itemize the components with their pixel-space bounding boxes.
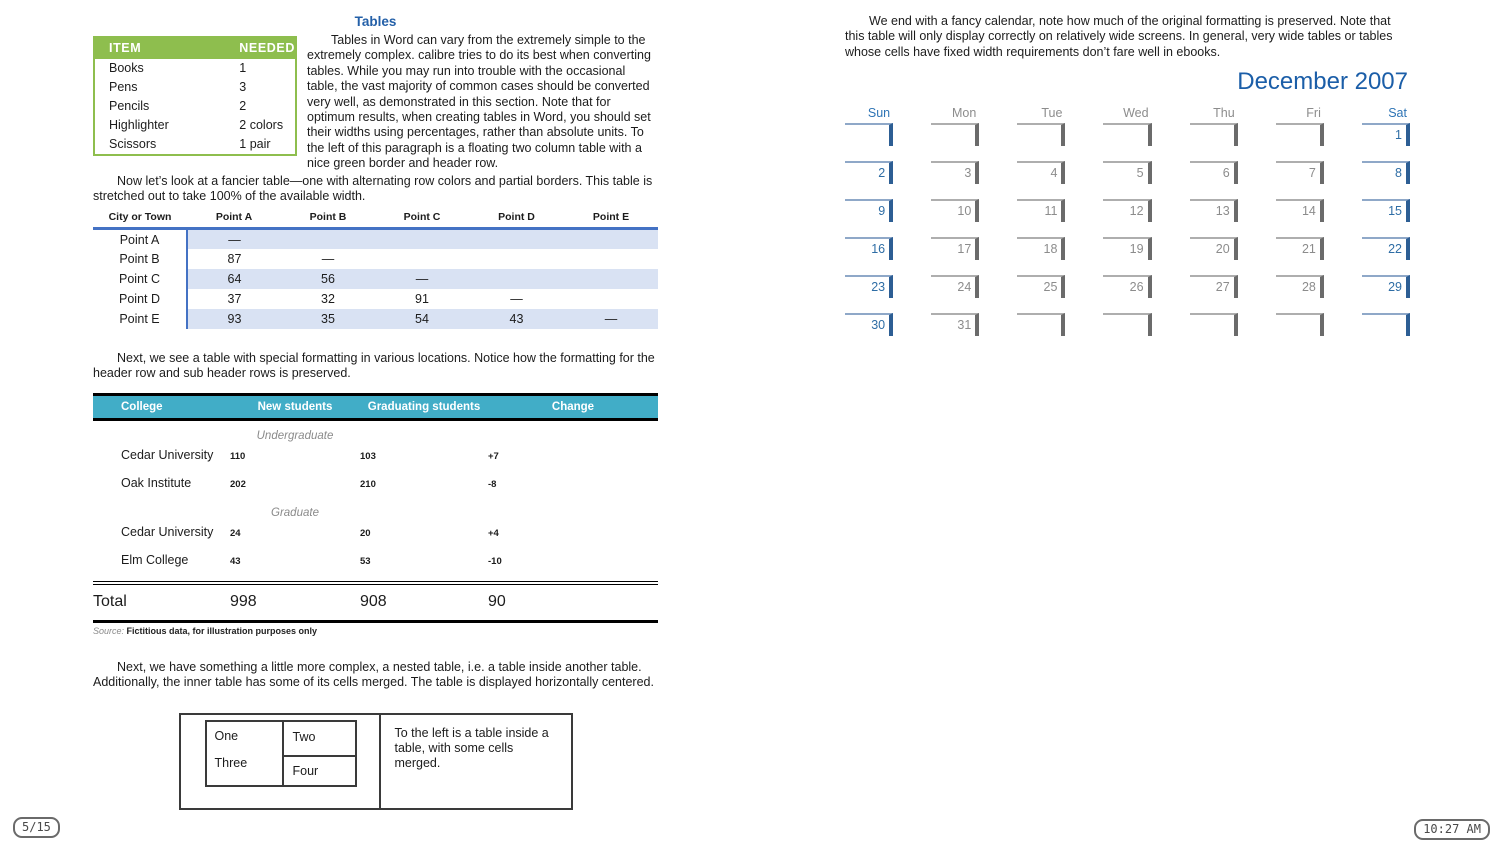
table-cell: Three xyxy=(214,755,248,770)
column-header: Graduating students xyxy=(367,400,481,413)
table-cell xyxy=(564,249,658,269)
day-header-tue: Tue xyxy=(1041,106,1063,121)
calendar-day-cell: 31 xyxy=(931,313,979,336)
row-header-cell: Point C xyxy=(119,271,160,286)
table-cell: -10 xyxy=(488,555,502,567)
calendar-day-cell: 29 xyxy=(1362,275,1410,298)
calendar-day-cell: 1 xyxy=(1362,123,1410,146)
day-header-thu: Thu xyxy=(1213,106,1235,121)
row-header-cell: Point B xyxy=(119,251,160,266)
table-cell: One xyxy=(214,728,239,743)
calendar-day-header-row xyxy=(845,106,1410,120)
column-header: Change xyxy=(551,400,595,413)
table-cell: 35 xyxy=(281,309,375,329)
row-header-cell: Point E xyxy=(119,311,160,326)
table-cell: Cedar University xyxy=(121,447,214,462)
calendar-day-cell xyxy=(1103,123,1151,146)
table-row xyxy=(94,59,296,78)
table-cell: 43 xyxy=(469,309,564,329)
table-cell: 2 colors xyxy=(239,118,284,132)
calendar-title: December 2007 xyxy=(1237,68,1408,96)
calendar-day-cell: 4 xyxy=(1017,161,1065,184)
table-cell: 24 xyxy=(230,527,241,539)
table-source-note xyxy=(93,623,658,636)
table-cell: — xyxy=(510,291,523,306)
calendar-day-cell xyxy=(1017,313,1065,336)
column-header: ITEM xyxy=(94,37,225,59)
calendar-day-cell: 23 xyxy=(845,275,893,298)
calendar-day-cell: 25 xyxy=(1017,275,1065,298)
table-cell xyxy=(469,249,564,269)
subheader-row xyxy=(93,507,658,519)
table-row xyxy=(93,269,658,289)
column-header: Point A xyxy=(187,209,281,229)
table-cell: 210 xyxy=(360,478,376,490)
table-cell: 908 xyxy=(360,592,387,610)
table-cell: 91 xyxy=(415,291,429,306)
column-header: New students xyxy=(257,400,333,413)
calendar-day-cell: 7 xyxy=(1276,161,1324,184)
table-cell xyxy=(281,229,375,249)
calendar-day-cell xyxy=(1190,313,1238,336)
day-header-sat: Sat xyxy=(1388,106,1407,121)
table-cell: Cedar University xyxy=(121,524,214,539)
calendar-day-cell xyxy=(1103,313,1151,336)
column-header: NEEDED xyxy=(225,37,296,59)
table-row xyxy=(94,116,296,135)
table-cell: Oak Institute xyxy=(121,475,192,490)
calendar-day-cell: 22 xyxy=(1362,237,1410,260)
right-page xyxy=(845,14,1410,336)
table-row xyxy=(93,470,658,498)
calendar-day-cell: 27 xyxy=(1190,275,1238,298)
table-header-row xyxy=(93,209,658,229)
table-row xyxy=(93,442,658,470)
table-row xyxy=(93,289,658,309)
table-cell: Total xyxy=(93,592,127,610)
table-cell xyxy=(469,229,564,249)
table-header-row xyxy=(93,393,658,421)
table-cell: 998 xyxy=(230,592,257,610)
total-row xyxy=(93,581,658,623)
table-cell: Highlighter xyxy=(109,118,169,132)
calendar-day-cell: 24 xyxy=(931,275,979,298)
paragraph-intro: Tables in Word can vary from the extremely simple to the extremely complex. calibre tries to do its best when converting tables. While you may run into trouble with the occasional table, the vast majority of common cases should be converted very well, as demonstrated in this section. Note that for optimum results, when creating tables in Word, you should set their widths using percentages, rather than absolute units. To the left of this paragraph is a floating two column table with a nice green border and header row. xyxy=(307,33,651,171)
table-cell: — xyxy=(187,229,281,249)
table-cell: +4 xyxy=(488,527,499,539)
table-row xyxy=(94,97,296,116)
calendar-day-cell: 12 xyxy=(1103,199,1151,222)
calendar-day-cell: 5 xyxy=(1103,161,1151,184)
table-cell xyxy=(564,229,658,249)
calendar-day-cell: 17 xyxy=(931,237,979,260)
table-cell: Elm College xyxy=(121,552,189,567)
left-page xyxy=(93,14,658,810)
table-cell: Scissors xyxy=(109,137,157,151)
table-cell: 3 xyxy=(239,80,247,94)
nested-outer-left-cell xyxy=(181,715,381,808)
calendar-day-cell: 3 xyxy=(931,161,979,184)
calendar-day-cell: 14 xyxy=(1276,199,1324,222)
calendar-day-cell: 28 xyxy=(1276,275,1324,298)
calendar-day-cell xyxy=(1276,123,1324,146)
table-cell: 103 xyxy=(360,450,376,462)
calendar-day-cell: 9 xyxy=(845,199,893,222)
section-title: Tables xyxy=(354,14,397,29)
table-cell: 93 xyxy=(187,309,281,329)
source-label: Source: xyxy=(93,625,125,636)
table-cell: 2 xyxy=(239,99,247,113)
calendar-day-cell xyxy=(1190,123,1238,146)
table-cell xyxy=(564,289,658,309)
day-header-mon: Mon xyxy=(951,106,977,121)
table-cell: — xyxy=(564,309,658,329)
subheader-row xyxy=(93,430,658,442)
day-header-fri: Fri xyxy=(1306,106,1321,121)
page-indicator[interactable]: 5/15 xyxy=(13,817,60,838)
table-cell xyxy=(469,269,564,289)
table-row xyxy=(94,135,296,155)
paragraph-special-formatting: Next, we see a table with special formatting in various locations. Notice how the formatting for the header row and sub header rows is preserved. xyxy=(93,350,655,381)
column-header: Point C xyxy=(375,209,469,229)
row-header-cell: Point D xyxy=(119,291,160,306)
nested-outer-table xyxy=(179,713,573,810)
table-cell: 56 xyxy=(281,269,375,289)
distance-matrix-table xyxy=(93,209,658,329)
day-header-sun: Sun xyxy=(867,106,891,121)
table-cell: 32 xyxy=(321,291,335,306)
calendar-day-cell: 16 xyxy=(845,237,893,260)
table-cell: 110 xyxy=(230,450,246,462)
paragraph-fancier-table: Now let’s look at a fancier table—one with alternating row colors and partial borders. This table is stretched out to take 100% of the available width. xyxy=(93,173,653,204)
college-table xyxy=(93,393,658,636)
column-header: City or Town xyxy=(93,209,187,229)
calendar-day-cell xyxy=(931,123,979,146)
calendar-day-cell: 11 xyxy=(1017,199,1065,222)
table-cell: 20 xyxy=(360,527,371,539)
column-header: College xyxy=(121,400,163,413)
table-cell: Four xyxy=(292,763,319,778)
table-cell: 1 pair xyxy=(239,137,271,151)
calendar-day-cell: 20 xyxy=(1190,237,1238,260)
calendar-day-cell: 30 xyxy=(845,313,893,336)
table-cell: -8 xyxy=(488,478,497,490)
item-needed-table xyxy=(93,36,297,156)
table-cell xyxy=(564,269,658,289)
nested-caption-cell: To the left is a table inside a table, with some cells merged. xyxy=(394,725,549,770)
column-header: Point B xyxy=(281,209,375,229)
calendar-grid xyxy=(845,123,1410,336)
table-row xyxy=(93,309,658,329)
table-header-row xyxy=(94,37,296,59)
calendar-day-cell xyxy=(1276,313,1324,336)
paragraph-nested-table: Next, we have something a little more complex, a nested table, i.e. a table inside another table. Additionally, the inner table has some of its cells merged. The table is displayed horizontally centered. xyxy=(93,659,654,690)
calendar-day-cell: 19 xyxy=(1103,237,1151,260)
nested-inner-table xyxy=(205,720,357,787)
table-cell: 53 xyxy=(360,555,371,567)
paragraph-calendar: We end with a fancy calendar, note how much of the original formatting is preserved. Note that this table will only display correctly on relatively wide screens. In general, very wide tables or tables whose cells have fixed width requirements don’t fare well in ebooks. xyxy=(845,14,1393,59)
row-header-cell: Point A xyxy=(119,232,160,247)
clock: 10:27 AM xyxy=(1414,819,1490,840)
table-cell: 54 xyxy=(375,309,469,329)
calendar-day-cell: 8 xyxy=(1362,161,1410,184)
subheader-label: Undergraduate xyxy=(256,429,334,442)
calendar-day-cell xyxy=(1017,123,1065,146)
inner-merged-cell xyxy=(207,722,284,785)
table-cell: Pencils xyxy=(109,99,150,113)
calendar-day-cell: 15 xyxy=(1362,199,1410,222)
calendar-day-cell: 6 xyxy=(1190,161,1238,184)
table-row xyxy=(93,519,658,547)
calendar-day-cell: 26 xyxy=(1103,275,1151,298)
day-header-wed: Wed xyxy=(1123,106,1149,121)
subheader-label: Graduate xyxy=(271,506,319,519)
table-cell: — xyxy=(321,251,335,266)
column-header: Point E xyxy=(564,209,658,229)
table-row xyxy=(93,249,658,269)
table-row xyxy=(93,547,658,575)
table-row xyxy=(93,229,658,249)
table-cell: — xyxy=(375,269,469,289)
calendar-day-cell xyxy=(845,123,893,146)
table-cell: Two xyxy=(284,722,355,757)
table-cell: 64 xyxy=(187,269,281,289)
table-cell: 43 xyxy=(230,555,241,567)
calendar-day-cell: 2 xyxy=(845,161,893,184)
calendar-day-cell: 18 xyxy=(1017,237,1065,260)
source-text: Fictitious data, for illustration purposes only xyxy=(126,625,318,636)
calendar-day-cell: 10 xyxy=(931,199,979,222)
calendar-day-cell: 13 xyxy=(1190,199,1238,222)
table-cell: 87 xyxy=(187,249,281,269)
table-row xyxy=(94,78,296,97)
table-cell: 90 xyxy=(488,592,506,610)
table-cell: 1 xyxy=(239,61,247,75)
calendar-day-cell xyxy=(1362,313,1410,336)
table-cell xyxy=(375,229,469,249)
table-cell: 202 xyxy=(230,478,246,490)
table-cell xyxy=(375,249,469,269)
table-cell: +7 xyxy=(488,450,499,462)
table-cell: Pens xyxy=(109,80,138,94)
table-cell: Books xyxy=(109,61,144,75)
column-header: Point D xyxy=(469,209,564,229)
calendar-day-cell: 21 xyxy=(1276,237,1324,260)
table-cell: 37 xyxy=(187,289,281,309)
